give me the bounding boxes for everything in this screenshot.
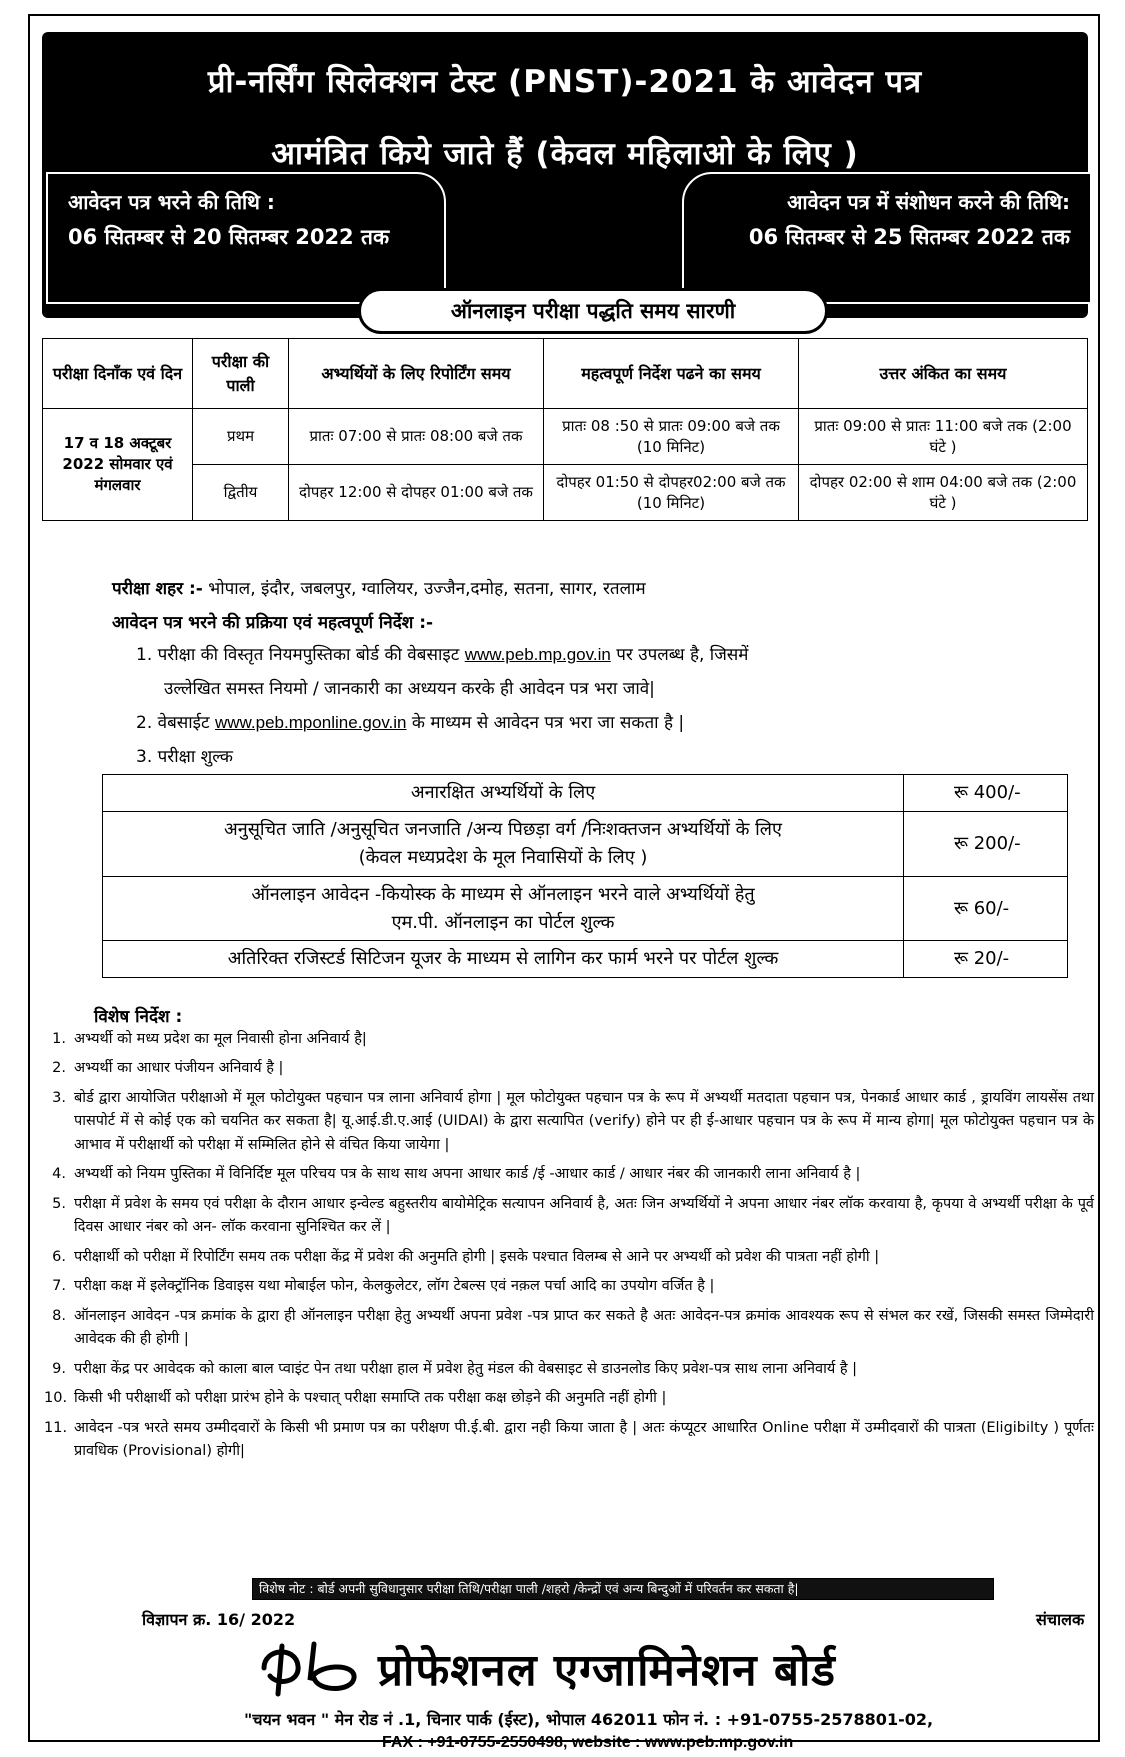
list-item: [44, 1358, 1094, 1381]
fee-amount: रू 20/-: [904, 941, 1068, 978]
advertisement-number: विज्ञापन क्र. 16/ 2022: [142, 1610, 296, 1629]
list-item: [44, 1387, 1094, 1410]
note-text: परीक्षार्थी को परीक्षा में रिपोर्टिंग समय तक परीक्षा केंद्र में प्रवेश की अनुमति होगी | इसके पश्चात विलम्ब से आने पर अभ्यर्थी को प्रवेश की पात्रता नहीं होगी |: [74, 1248, 880, 1265]
cities-value: भोपाल, इंदौर, जबलपुर, ग्वालियर, उज्जैन,दमोह, सतना, सागर, रतलाम: [208, 579, 646, 599]
board-name: प्रोफेशनल एग्जामिनेशन बोर्ड: [378, 1645, 836, 1696]
peb-logo-icon: [256, 1638, 366, 1698]
apply-date-value: 06 सितम्बर से 20 सितम्बर 2022 तक: [68, 225, 390, 249]
instructions-cell: प्रातः 08 :50 से प्रातः 09:00 बजे तक (10 मिनिट): [544, 409, 799, 465]
note-number: 2.: [52, 1060, 66, 1077]
apply-date-box: [46, 172, 446, 304]
note-number: 5.: [52, 1195, 66, 1212]
table-row: [43, 409, 1088, 465]
answer-cell: दोपहर 02:00 से शाम 04:00 बजे तक (2:00 घंटे ): [799, 465, 1088, 521]
note-number: 4.: [52, 1166, 66, 1183]
header-shift: परीक्षा की पाली: [193, 339, 289, 409]
process-title: आवेदन पत्र भरने की प्रक्रिया एवं महत्वपूर्ण निर्देश :-: [112, 613, 434, 633]
fee-amount: रू 200/-: [904, 811, 1068, 876]
instructions-cell: दोपहर 01:50 से दोपहर02:00 बजे तक (10 मिनिट): [544, 465, 799, 521]
correction-date-box: [682, 172, 1092, 304]
fee-row: [103, 775, 1068, 812]
note-number: 3.: [52, 1089, 66, 1106]
title-line-2: आमंत्रित किये जाते हैं (केवल महिलाओ के लिए ): [271, 136, 859, 172]
board-address: "चयन भवन " मेन रोड नं .1, चिनार पार्क (ईस्ट), भोपाल 462011 फोन नं. : +91-0755-2578801-02,: [244, 1710, 934, 1729]
reporting-cell: प्रातः 07:00 से प्रातः 08:00 बजे तक: [289, 409, 544, 465]
fee-label-line2: (केवल मध्यप्रदेश के मूल निवासियों के लिए ): [358, 846, 648, 868]
list-item: [44, 1193, 1094, 1240]
note-number: 10.: [44, 1390, 68, 1407]
fee-label-line1: अतिरिक्त रजिस्टर्ड सिटिजन यूजर के माध्यम से लागिन कर फार्म भरने पर पोर्टल शुल्क: [227, 948, 779, 970]
shift-cell: प्रथम: [193, 409, 289, 465]
mponline-website-link[interactable]: www.peb.mponline.gov.in: [215, 713, 407, 732]
note-number: 8.: [52, 1307, 66, 1324]
list-item: [44, 1275, 1094, 1298]
special-note-bar: विशेष नोट : बोर्ड अपनी सुविधानुसार परीक्षा तिथि/परीक्षा पाली /शहरो /केन्द्रों एवं अन्य बिन्दुओं में परिवर्तन कर सकता है|: [252, 1578, 994, 1600]
note-number: 9.: [52, 1360, 66, 1377]
point-2-end: के माध्यम से आवेदन पत्र भरा जा सकता है |: [411, 713, 685, 733]
fee-row: [103, 941, 1068, 978]
schedule-table: [42, 338, 1088, 521]
header-exam-date: परीक्षा दिनाँक एवं दिन: [43, 339, 193, 409]
note-text: परीक्षा केंद्र पर आवेदक को काला बाल प्वाइंट पेन तथा परीक्षा हाल में प्रवेश हेतु मंडल की वेबसाइट से डाउनलोड किए प्रवेश-पत्र साथ लाना अनिवार्य है |: [74, 1360, 858, 1377]
fees-table: [102, 774, 1068, 978]
exam-cities: [112, 576, 646, 599]
reporting-cell: दोपहर 12:00 से दोपहर 01:00 बजे तक: [289, 465, 544, 521]
fee-label: [103, 876, 904, 941]
list-item: [44, 1028, 1094, 1051]
cities-label: परीक्षा शहर :-: [112, 579, 203, 599]
fee-label: [103, 811, 904, 876]
note-text: ऑनलाइन आवेदन -पत्र क्रमांक के द्वारा ही ऑनलाइन परीक्षा हेतु अभ्यर्थी अपना प्रवेश -पत्र प्राप्त कर सकते है अतः आवेदन-पत्र क्रमांक आवश्यक रूप से संभल कर रखें, जिसकी समस्त जिम्मेदारी आवेदक की ही होगी |: [74, 1307, 1094, 1348]
note-number: 11.: [44, 1419, 68, 1436]
fee-amount: रू 60/-: [904, 876, 1068, 941]
note-text: अभ्यर्थी का आधार पंजीयन अनिवार्य है |: [74, 1060, 284, 1077]
fee-label: [103, 941, 904, 978]
list-item: [44, 1087, 1094, 1157]
point-1-end: पर उपलब्ध है, जिसमें: [616, 645, 749, 665]
note-number: 6.: [52, 1248, 66, 1265]
note-text: अभ्यर्थी को मध्य प्रदेश का मूल निवासी होना अनिवार्य है|: [74, 1031, 367, 1047]
fee-label-line1: ऑनलाइन आवेदन -कियोस्क के माध्यम से ऑनलाइन भरने वाले अभ्यर्थियों हेतु: [251, 883, 755, 905]
shift-cell: द्वितीय: [193, 465, 289, 521]
header-instructions: महत्वपूर्ण निर्देश पढने का समय: [544, 339, 799, 409]
title-line-1: प्री-नर्सिंग सिलेक्शन टेस्ट (PNST)-2021 के आवेदन पत्र: [207, 64, 923, 100]
apply-date-label: आवेदन पत्र भरने की तिथि :: [68, 190, 275, 214]
schedule-header-row: [43, 339, 1088, 409]
exam-day-cell: 17 व 18 अक्टूबर 2022 सोमवार एवं मंगलवार: [43, 409, 193, 521]
list-item: [44, 1305, 1094, 1352]
fee-label-line1: अनारक्षित अभ्यर्थियों के लिए: [410, 782, 596, 803]
process-point-1: [136, 642, 748, 668]
note-text: अभ्यर्थी को नियम पुस्तिका में विनिर्दिष्ट मूल परिचय पत्र के साथ साथ अपना आधार कार्ड /ई -आधार कार्ड / आधार नंबर की जानकारी लाना अनिवार्य है |: [74, 1166, 861, 1183]
table-row: [43, 465, 1088, 521]
point-1-text: 1. परीक्षा की विस्तृत नियमपुस्तिका बोर्ड की वेबसाइट: [136, 645, 460, 665]
note-text: आवेदन -पत्र भरते समय उम्मीदवारों के किसी भी प्रमाण पत्र का परीक्षण पी.ई.बी. द्वारा नही किया जाता है | अतः कंप्यूटर आधारित Online परीक्षा में उम्मीदवारों की पात्रता (Eligibilty ) पूर्णतः प्रावधिक (Provisional) होगी|: [74, 1419, 1094, 1460]
note-text: परीक्षा में प्रवेश के समय एवं परीक्षा के दौरान आधार इन्वेल्ड बहुस्तरीय बायोमेट्रिक सत्यापन अनिवार्य है, अतः जिन अभ्यर्थियों ने अपना आधार नंबर लॉक करवाया है, कृपया वे अभ्यर्थी परीक्षा के पूर्व दिवस आधार नंबर को अन- लॉक करवाना सुनिश्चित कर लें |: [74, 1195, 1094, 1236]
point-2-text: 2. वेबसाईट: [136, 713, 210, 733]
process-point-1-line2: उल्लेखित समस्त नियमो / जानकारी का अध्ययन करके ही आवेदन पत्र भरा जावे|: [164, 679, 655, 699]
list-item: [44, 1246, 1094, 1269]
note-number: 7.: [52, 1278, 66, 1295]
board-fax-website: FAX : +91-0755-2550498, website : www.peb.mp.gov.in: [382, 1734, 794, 1751]
header-answer-time: उत्तर अंकित का समय: [799, 339, 1088, 409]
fee-label: [103, 775, 904, 812]
note-number: 1.: [52, 1031, 66, 1047]
special-instructions-list: [44, 1028, 1094, 1470]
schedule-title: ऑनलाइन परीक्षा पद्धति समय सारणी: [358, 288, 828, 334]
director-signature: संचालक: [1036, 1610, 1085, 1629]
correction-date-value: 06 सितम्बर से 25 सितम्बर 2022 तक: [748, 225, 1070, 249]
header-reporting: अभ्यर्थियों के लिए रिपोर्टिंग समय: [289, 339, 544, 409]
note-text: बोर्ड द्वारा आयोजित परीक्षाओ में मूल फोटोयुक्त पहचान पत्र लाना अनिवार्य होगा | मूल फोटोयुक्त पहचान पत्र के रूप में अभ्यर्थी मतदाता पहचान पत्र, पेनकार्ड आधार कार्ड , ड्रायविंग लायसेंस तथा पासपोर्ट में से कोई एक को चयनित कर सकता है| यू.आई.डी.ए.आई (UIDAI) के द्वारा सत्यापित (verify) होने पर ही ई-आधार पहचान पत्र के रूप में मान्य होगा| मूल फोटोयुक्त पहचान पत्र के आभाव में परीक्षार्थी को परीक्षा में सम्मिलित होने से वंचित किया जायेगा |: [74, 1089, 1094, 1153]
fee-row: [103, 876, 1068, 941]
advertisement-page: [28, 14, 1100, 1751]
answer-cell: प्रातः 09:00 से प्रातः 11:00 बजे तक (2:00 घंटे ): [799, 409, 1088, 465]
peb-website-link[interactable]: www.peb.mp.gov.in: [464, 645, 611, 664]
fee-label-line1: अनुसूचित जाति /अनुसूचित जनजाति /अन्य पिछड़ा वर्ग /निःशक्तजन अभ्यर्थियों के लिए: [224, 818, 782, 840]
note-text: किसी भी परीक्षार्थी को परीक्षा प्रारंभ होने के पश्चात् परीक्षा समाप्ति तक परीक्षा कक्ष छोड़ने की अनुमति नहीं होगी |: [74, 1390, 667, 1407]
list-item: [44, 1417, 1094, 1464]
note-text: परीक्षा कक्ष में इलेक्ट्रॉनिक डिवाइस यथा मोबाईल फोन, केलकुलेटर, लॉग टेबल्स एवं नक़ल पर्चा आदि का उपयोग वर्जित है |: [74, 1278, 715, 1295]
process-point-3: 3. परीक्षा शुल्क: [136, 747, 233, 767]
list-item: [44, 1163, 1094, 1186]
list-item: [44, 1057, 1094, 1080]
process-point-2: [136, 710, 684, 736]
special-instructions-title: विशेष निर्देश :: [94, 1007, 183, 1027]
fee-row: [103, 811, 1068, 876]
fee-amount: रू 400/-: [904, 775, 1068, 812]
fee-label-line2: एम.पी. ऑनलाइन का पोर्टल शुल्क: [391, 911, 615, 933]
correction-date-label: आवेदन पत्र में संशोधन करने की तिथि:: [787, 190, 1070, 214]
